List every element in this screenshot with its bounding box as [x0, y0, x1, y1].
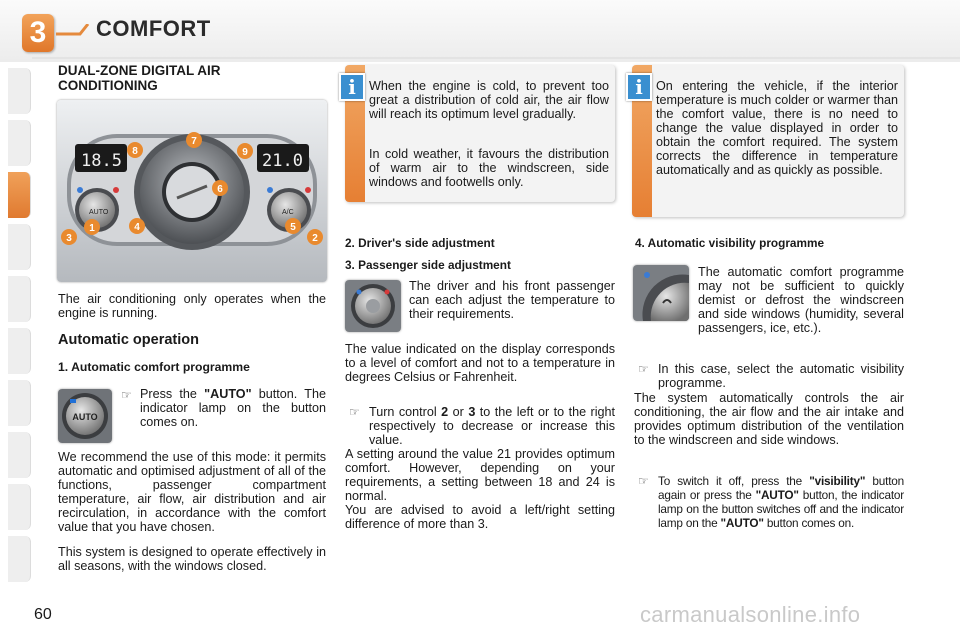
turn-control-text: Turn control 2 or 3 to the left or to the right respectively to decrease or increase this value.: [369, 405, 616, 447]
callout-3: 3: [66, 233, 72, 244]
auto-button-label: AUTO: [72, 412, 98, 422]
switch-off-text: To switch it off, press the "visibility" button again or press the "AUTO" button, the indicator lamp on the button switches off and the indicator lamp on the "AUTO" button comes on.: [658, 474, 905, 530]
chapter-tab-2[interactable]: [8, 120, 31, 166]
visibility-programme-heading: 4. Automatic visibility programme: [635, 236, 825, 250]
temperature-knob-image: [345, 280, 401, 332]
pointer-hand-icon: ☞: [121, 388, 132, 402]
panel-display-right: 21.0: [262, 151, 303, 171]
callout-6: 6: [217, 184, 223, 195]
pointer-hand-icon: ☞: [638, 362, 649, 376]
auto-bullet-text: Press the "AUTO" button. The indicator lamp on the button comes on.: [140, 387, 327, 429]
pointer-hand-icon: ☞: [638, 474, 649, 488]
chapter-tab-5[interactable]: [8, 276, 31, 322]
chapter-tab-8[interactable]: [8, 432, 31, 478]
visibility-button-image: [633, 265, 689, 321]
page-number: 60: [34, 606, 52, 623]
info-note-comfort-value: [632, 65, 904, 217]
driver-adjustment-heading: 2. Driver's side adjustment: [345, 236, 495, 250]
page-title: COMFORT: [96, 16, 211, 41]
chapter-tab-9[interactable]: [8, 484, 31, 530]
panel-ac-label: A/C: [282, 209, 294, 216]
auto-programme-heading: 1. Automatic comfort programme: [58, 360, 250, 374]
note1-text-1: When the engine is cold, to prevent too great a distribution of cold air, the air flow will reach its optimum level gradually.: [369, 79, 609, 121]
select-visibility-text: In this case, select the automatic visibility programme.: [658, 362, 904, 390]
auto-operation-heading: Automatic operation: [58, 332, 199, 348]
visibility-text: The automatic comfort programme may not be sufficient to quickly demist or defrost the windscreen and side windows (humidity, several passengers, ice, etc.).: [698, 265, 904, 335]
callout-5: 5: [290, 222, 296, 233]
panel-display-left: 18.5: [81, 151, 122, 171]
callout-1: 1: [89, 223, 95, 234]
pointer-hand-icon: ☞: [349, 405, 360, 419]
callout-2: 2: [312, 233, 318, 244]
watermark-text: carmanualsonline.info: [640, 602, 861, 627]
auto-button-image: [58, 389, 112, 443]
info-icon: i: [626, 73, 652, 101]
chapter-number: 3: [22, 14, 54, 52]
chapter-tab-3[interactable]: [8, 172, 31, 218]
header-divider: [32, 57, 960, 59]
callout-9: 9: [242, 147, 248, 158]
chapter-tab-6[interactable]: [8, 328, 31, 374]
callout-4: 4: [134, 222, 140, 233]
info-note-cold-engine: [345, 65, 615, 202]
intro-text: The air conditioning only operates when the engine is running.: [58, 292, 326, 320]
knob-text: The driver and his front passenger can each adjust the temperature to their requirements.: [409, 279, 615, 321]
note1-text-2: In cold weather, it favours the distribution of warm air to the windscreen, side windows and footwells only.: [369, 147, 609, 189]
header-arrow-icon: [56, 24, 92, 44]
display-value-text: The value indicated on the display corresponds to a level of comfort and not to a temperature in degrees Celsius or Fahrenheit.: [345, 342, 615, 384]
ac-panel-image: [57, 100, 327, 282]
section-heading: DUAL-ZONE DIGITAL AIR CONDITIONING: [58, 63, 221, 93]
chapter-tab-10[interactable]: [8, 536, 31, 582]
callout-8: 8: [132, 146, 138, 157]
callout-7: 7: [191, 136, 197, 147]
season-text: This system is designed to operate effectively in all seasons, with the windows closed.: [58, 545, 326, 573]
info-icon: i: [339, 73, 365, 101]
chapter-tab-7[interactable]: [8, 380, 31, 426]
note2-text: On entering the vehicle, if the interior temperature is much colder or warmer than the comfort value, there is no need to change the value displayed in order to obtain the comfort required. The system corrects the difference in temperature automatically and as quickly as possible.: [656, 79, 898, 177]
passenger-adjustment-heading: 3. Passenger side adjustment: [345, 258, 511, 272]
advice-text: You are advised to avoid a left/right setting difference of more than 3.: [345, 503, 615, 531]
chapter-tab-1[interactable]: [8, 68, 31, 114]
panel-auto-label: AUTO: [89, 209, 109, 216]
chapter-tab-4[interactable]: [8, 224, 31, 270]
setting-text: A setting around the value 21 provides optimum comfort. However, depending on your requirements, a setting between 18 and 24 is normal.: [345, 447, 615, 503]
system-control-text: The system automatically controls the air conditioning, the air flow and the air intake and provides optimum distribution of the ventilation to the windscreen and side windows.: [634, 391, 904, 447]
recommend-text: We recommend the use of this mode: it permits automatic and optimised adjustment of all of the functions, passenger compartment temperature, air flow, air distribution and air recirculation, in accordance with the comfort value that you have chosen.: [58, 450, 326, 534]
